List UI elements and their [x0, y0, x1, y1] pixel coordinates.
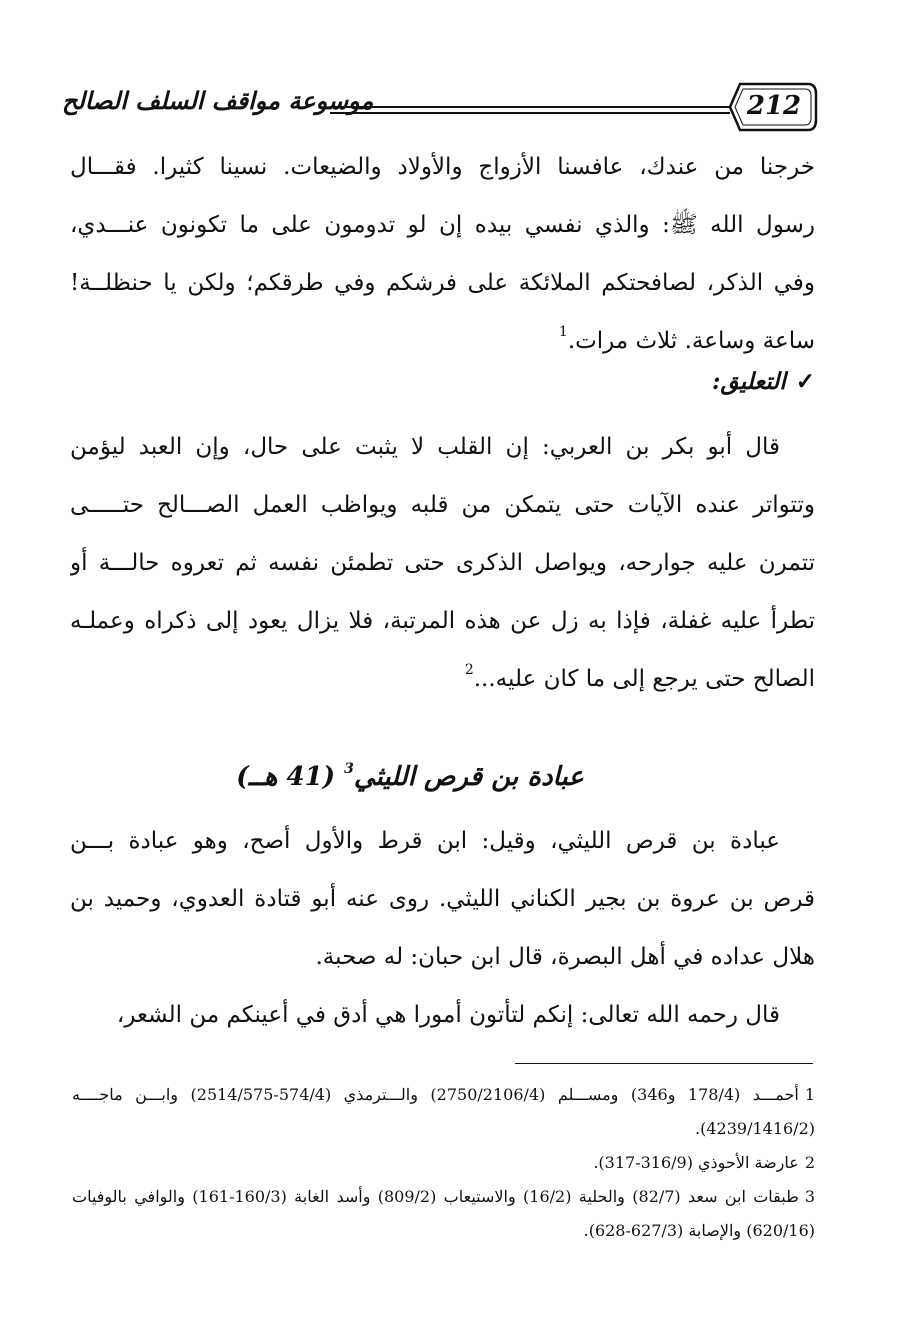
text-line: تطرأ عليه غفلة، فإذا به زل عن هذه المرتبة، فلا يزال يعود إلى ذكراه وعملـه: [70, 608, 815, 634]
comment-heading: [712, 368, 815, 395]
footnote-line: (4239/1416/2).: [695, 1119, 815, 1138]
footnote-number: 1: [804, 1085, 815, 1104]
text-line: خرجنا من عندك، عافسنا الأزواج والأولاد والضيعات. نسينا كثيرا. فقـــال: [70, 154, 815, 180]
text-line: وفي الذكر، لصافحتكم الملائكة على فرشكم وفي طرقكم؛ ولكن يا حنظلــة!: [70, 270, 815, 296]
text-line: وتتواتر عنده الآيات حتى يتمكن من قلبه ويواظب العمل الصـــالح حتـــــى: [70, 492, 815, 518]
header-rule: [330, 112, 730, 114]
footnote-separator: [515, 1063, 813, 1064]
footnote-ref: 3: [344, 761, 354, 777]
footnote-line: [72, 1146, 815, 1180]
section-title-name: عبادة بن قرص الليثي: [353, 762, 584, 792]
running-header: [62, 78, 820, 140]
footnote-ref: 2: [464, 662, 474, 678]
section-title-year: (41 هــ): [236, 762, 335, 792]
page-number: 212: [746, 91, 802, 121]
section-title: [180, 762, 640, 792]
header-rule: [330, 106, 730, 108]
page-number-badge: [728, 78, 820, 136]
footnote-line: (620/16) والإصابة (627/3-628).: [583, 1221, 815, 1240]
footnote-text: عارضة الأحوذي (316/9-317).: [593, 1153, 799, 1172]
text-line: [70, 650, 815, 708]
text-line: قال رحمه الله تعالى: إنكم لتأتون أمورا هي أدق في أعينكم من الشعر،: [116, 1002, 780, 1028]
text-line-content: ساعة وساعة. ثلاث مرات.: [567, 328, 815, 354]
paragraph-hadith: [70, 138, 815, 370]
text-line: قرص بن عروة بن بجير الكناني الليثي. روى عنه أبو قتادة العدوي، وحميد بن: [70, 886, 815, 912]
text-line: [70, 312, 815, 370]
footnote-number: 3: [804, 1187, 815, 1206]
text-line: تتمرن عليه جوارحه، ويواصل الذكرى حتى تطمئن نفسه ثم تعروه حالـــة أو: [70, 550, 815, 576]
footnote-line: [72, 1180, 815, 1214]
text-line-content: الصالح حتى يرجع إلى ما كان عليه...: [473, 666, 815, 692]
checkmark-icon: ✓: [795, 368, 815, 395]
footnote-text: أحمـــد (178/4 و346) ومســـلم (2750/2106/4) والـــترمذي (574/4-2514/575) وابـــن ماجــــه: [72, 1085, 799, 1104]
footnote-number: 2: [804, 1153, 815, 1172]
footnote-text: طبقات ابن سعد (82/7) والحلية (16/2) والاستيعاب (809/2) وأسد الغابة (160/3-161) والوافي بالوفيات: [72, 1187, 799, 1206]
paragraph-biography: [70, 812, 815, 1044]
footnote-line: [72, 1078, 815, 1112]
footnotes: [72, 1078, 815, 1248]
book-title: موسوعة مواقف السلف الصالح: [62, 86, 374, 115]
text-line: هلال عداده في أهل البصرة، قال ابن حبان: له صحبة.: [315, 944, 815, 970]
comment-heading-label: التعليق:: [712, 368, 786, 395]
footnote-ref: 1: [558, 324, 568, 340]
text-line: رسول الله ﷺ: والذي نفسي بيده إن لو تدومون على ما تكونون عنـــدي،: [70, 212, 815, 238]
text-line: عبادة بن قرص الليثي، وقيل: ابن قرط والأول أصح، وهو عبادة بـــن: [70, 828, 780, 854]
paragraph-commentary: [70, 418, 815, 708]
text-line: قال أبو بكر بن العربي: إن القلب لا يثبت على حال، وإن العبد ليؤمن: [70, 434, 780, 460]
